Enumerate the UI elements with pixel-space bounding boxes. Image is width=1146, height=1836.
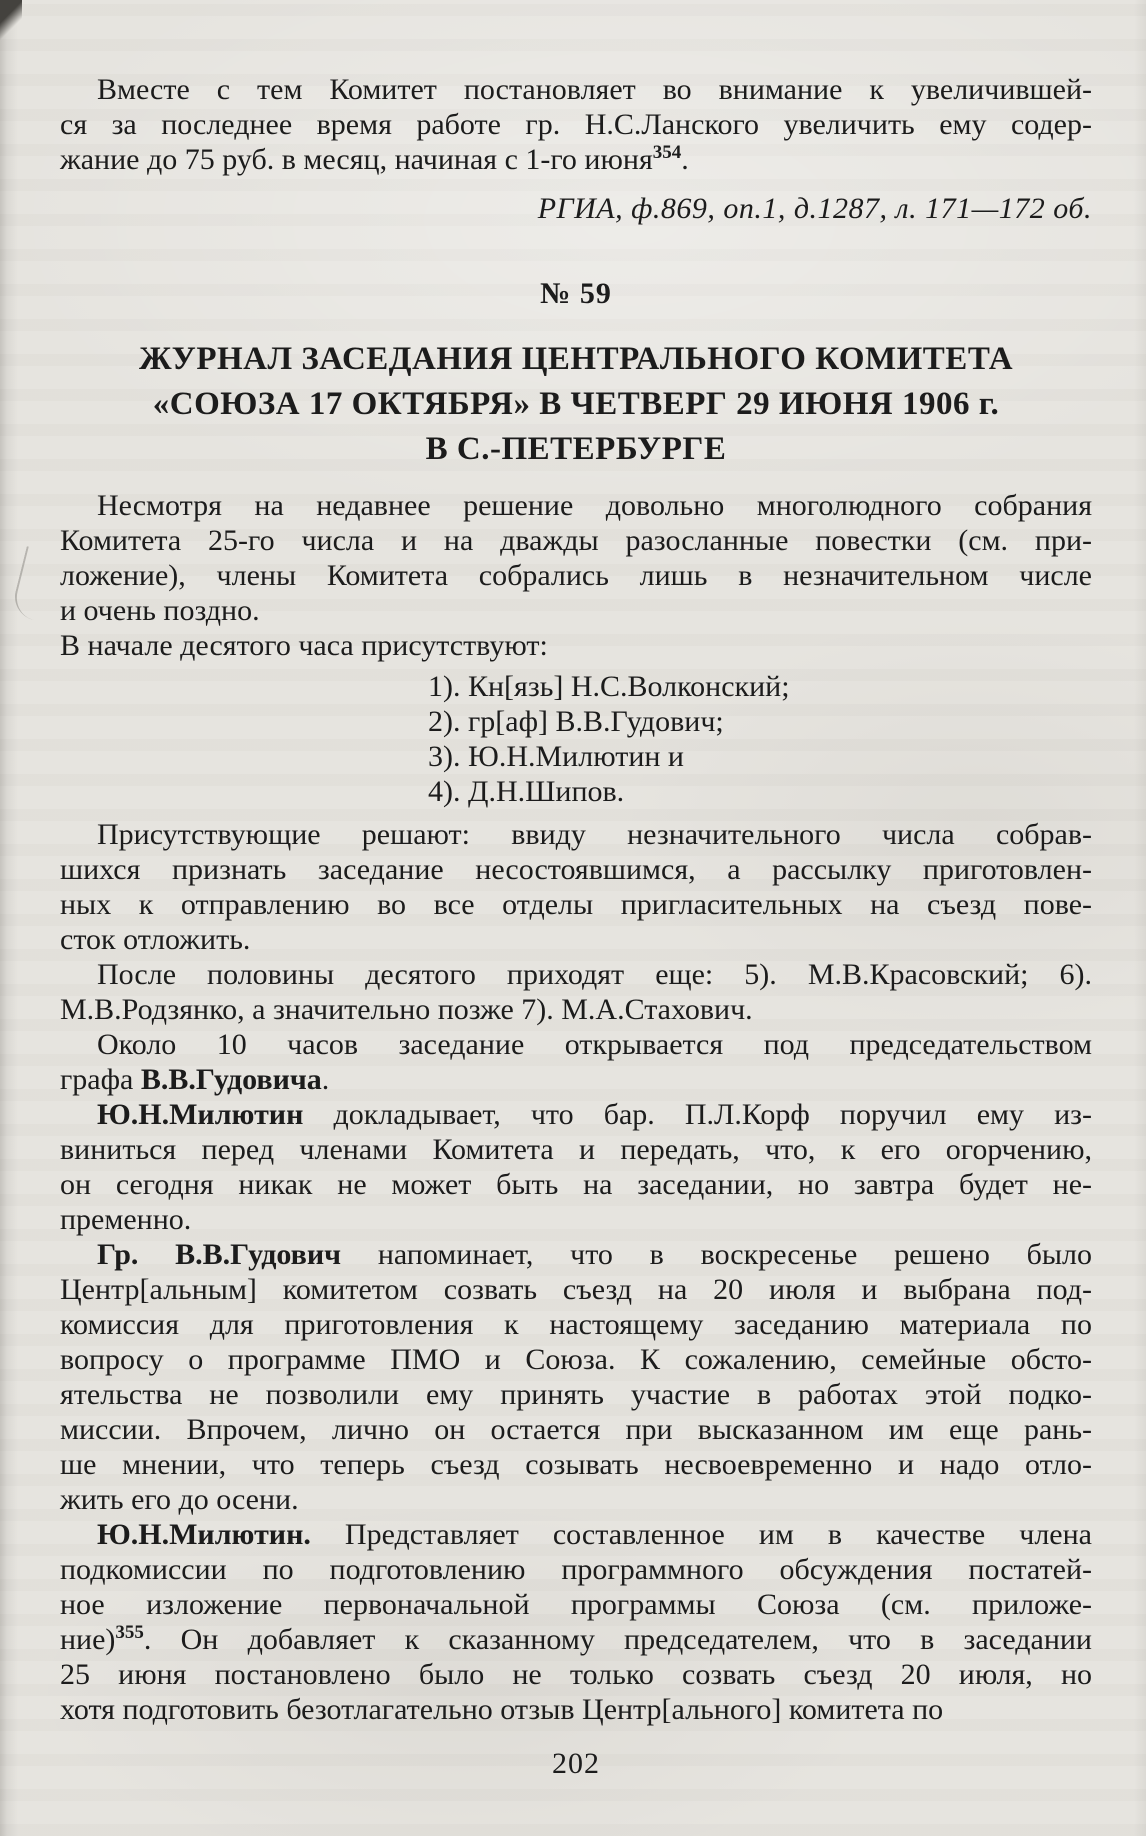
text-line	[60, 992, 1092, 1027]
text-segment: Около 10 часов заседание открывается под председательством	[97, 1028, 1092, 1061]
person-name: В.В.Гудовича	[140, 1063, 322, 1096]
text-segment: ше мнении, что теперь съезд созывать несвоевременно и надо отло-	[60, 1448, 1092, 1481]
text-line	[60, 628, 1092, 663]
text-segment: Комитета 25-го числа и на дважды разосланные повестки (см. при-	[60, 524, 1092, 557]
text-segment: В начале десятого часа присутствуют:	[60, 629, 548, 662]
text-line	[60, 1272, 1092, 1307]
text-line	[60, 1097, 1092, 1132]
text-line	[60, 817, 1092, 852]
text-line	[60, 142, 1092, 177]
chairman-paragraph	[60, 1027, 1092, 1097]
text-line	[60, 1622, 1092, 1657]
text-line	[60, 1517, 1092, 1552]
text-line	[60, 558, 1092, 593]
attendees-list	[60, 669, 1092, 809]
text-segment: Несмотря на недавнее решение довольно многолюдного собрания	[97, 489, 1092, 522]
text-line	[60, 1342, 1092, 1377]
text-segment: подкомиссии по подготовлению программного обсуждения постатей-	[60, 1553, 1092, 1586]
text-segment: он сегодня никак не может быть на заседании, но завтра будет не-	[60, 1168, 1092, 1201]
text-segment: ятельства не позволили ему принять участие в работах этой подко-	[60, 1378, 1092, 1411]
text-line	[60, 382, 1092, 427]
text-segment: ложение), члены Комитета собрались лишь в незначительном числе	[60, 559, 1092, 592]
text-segment: Центр[альным] комитетом созвать съезд на 20 июля и выбрана под-	[60, 1273, 1092, 1306]
text-segment: .	[321, 1063, 330, 1096]
text-segment: После половины десятого приходят еще: 5). М.В.Красовский; 6).	[97, 958, 1092, 991]
document-title	[60, 337, 1092, 472]
text-segment: 2). гр[аф] В.В.Гудович;	[428, 705, 724, 738]
text-line	[60, 922, 1092, 957]
text-line	[60, 276, 1092, 311]
document-number	[60, 276, 1092, 311]
text-segment: ных к отправлению во все отделы пригласительных на съезд пове-	[60, 888, 1092, 921]
text-segment: ние)	[60, 1623, 116, 1656]
person-name: Ю.Н.Милютин	[97, 1098, 304, 1131]
text-line	[60, 1027, 1092, 1062]
footnote-ref: 355	[115, 1622, 144, 1643]
text-segment: РГИА, ф.869, оп.1, д.1287, л. 171—172 об.	[537, 192, 1092, 225]
text-line	[60, 488, 1092, 523]
text-line	[60, 1552, 1092, 1587]
text-line	[428, 774, 1092, 809]
text-line	[428, 669, 1092, 704]
scan-crease-artifact	[10, 546, 50, 620]
text-line	[60, 1447, 1092, 1482]
text-line	[428, 739, 1092, 774]
text-segment: миссии. Впрочем, лично он остается при высказанном им еще рань-	[60, 1413, 1092, 1446]
text-line	[60, 1657, 1092, 1692]
text-line	[60, 852, 1092, 887]
text-segment: . Он добавляет к сказанному председателем, что в заседании	[143, 1623, 1092, 1656]
text-segment: 25 июня постановлено было не только созвать съезд 20 июля, но	[60, 1658, 1092, 1691]
text-line	[60, 1412, 1092, 1447]
milyutin-program-paragraph	[60, 1517, 1092, 1727]
text-line	[60, 593, 1092, 628]
text-line	[60, 957, 1092, 992]
text-line	[60, 1377, 1092, 1412]
text-segment: виниться перед членами Комитета и передать, что, к его огорчению,	[60, 1133, 1092, 1166]
latecomers-paragraph	[60, 957, 1092, 1027]
text-line	[60, 72, 1092, 107]
text-line	[60, 427, 1092, 472]
text-segment: М.В.Родзянко, а значительно позже 7). М.А.Стахович.	[60, 993, 753, 1026]
text-line	[60, 523, 1092, 558]
text-segment: № 59	[540, 277, 612, 310]
text-segment: ЖУРНАЛ ЗАСЕДАНИЯ ЦЕНТРАЛЬНОГО КОМИТЕТА	[138, 341, 1014, 377]
text-segment: пременно.	[60, 1203, 192, 1236]
text-segment: ное изложение первоначальной программы Союза (см. приложе-	[60, 1588, 1092, 1621]
text-line	[60, 1132, 1092, 1167]
text-segment: напоминает, что в воскресенье решено было	[341, 1238, 1093, 1271]
text-line	[60, 1587, 1092, 1622]
text-line	[60, 191, 1092, 226]
text-segment: вопросу о программе ПМО и Союза. К сожалению, семейные обсто-	[60, 1343, 1092, 1376]
person-name: Ю.Н.Милютин.	[97, 1518, 311, 1551]
text-segment: 3). Ю.Н.Милютин и	[428, 740, 684, 773]
text-segment: хотя подготовить безотлагательно отзыв Центр[ального] комитета по	[60, 1693, 944, 1726]
decision-paragraph	[60, 817, 1092, 957]
text-line	[60, 1307, 1092, 1342]
text-segment: жить его до осени.	[60, 1483, 299, 1516]
text-line	[60, 1482, 1092, 1517]
text-segment: В С.-ПЕТЕРБУРГЕ	[425, 431, 727, 467]
text-segment: «СОЮЗА 17 ОКТЯБРЯ» В ЧЕТВЕРГ 29 ИЮНЯ 1906 г.	[152, 386, 1000, 422]
gudovich-paragraph	[60, 1237, 1092, 1517]
intro-paragraph	[60, 72, 1092, 177]
text-line	[60, 1237, 1092, 1272]
text-segment: 1). Кн[язь] Н.С.Волконский;	[428, 670, 790, 703]
text-line	[60, 887, 1092, 922]
text-segment: комиссия для приготовления к настоящему заседанию материала по	[60, 1308, 1092, 1341]
text-segment: сток отложить.	[60, 923, 251, 956]
page-number: 202	[552, 1747, 600, 1780]
text-segment: графа	[60, 1063, 141, 1096]
milyutin-report-paragraph	[60, 1097, 1092, 1237]
text-segment: шихся признать заседание несостоявшимся, а рассылку приготовлен-	[60, 853, 1092, 886]
text-line	[60, 1692, 1092, 1727]
person-name: Гр. В.В.Гудович	[97, 1238, 342, 1271]
text-line	[60, 337, 1092, 382]
text-segment: Присутствующие решают: ввиду незначительного числа собрав-	[97, 818, 1092, 851]
text-segment: Вместе с тем Комитет постановляет во внимание к увеличившей-	[97, 73, 1092, 106]
footnote-ref: 354	[652, 142, 682, 163]
text-segment: и очень поздно.	[60, 594, 260, 627]
text-segment: докладывает, что бар. П.Л.Корф поручил ему из-	[303, 1098, 1092, 1131]
attendees-intro	[60, 628, 1092, 663]
text-segment: Представляет составленное им в качестве члена	[310, 1518, 1092, 1551]
archive-reference	[60, 191, 1092, 226]
text-segment: жание до 75 руб. в месяц, начиная с 1-го июня	[60, 143, 653, 176]
document-content	[60, 72, 1092, 1781]
text-line	[60, 1167, 1092, 1202]
text-line	[60, 1202, 1092, 1237]
text-segment: ся за последнее время работе гр. Н.С.Ланского увеличить ему содер-	[60, 108, 1092, 141]
text-line	[428, 704, 1092, 739]
scan-corner-artifact	[0, 0, 22, 52]
text-segment: 4). Д.Н.Шипов.	[428, 775, 625, 808]
text-line	[60, 1062, 1092, 1097]
opening-paragraph	[60, 488, 1092, 628]
text-line	[60, 107, 1092, 142]
text-segment: .	[681, 143, 689, 176]
